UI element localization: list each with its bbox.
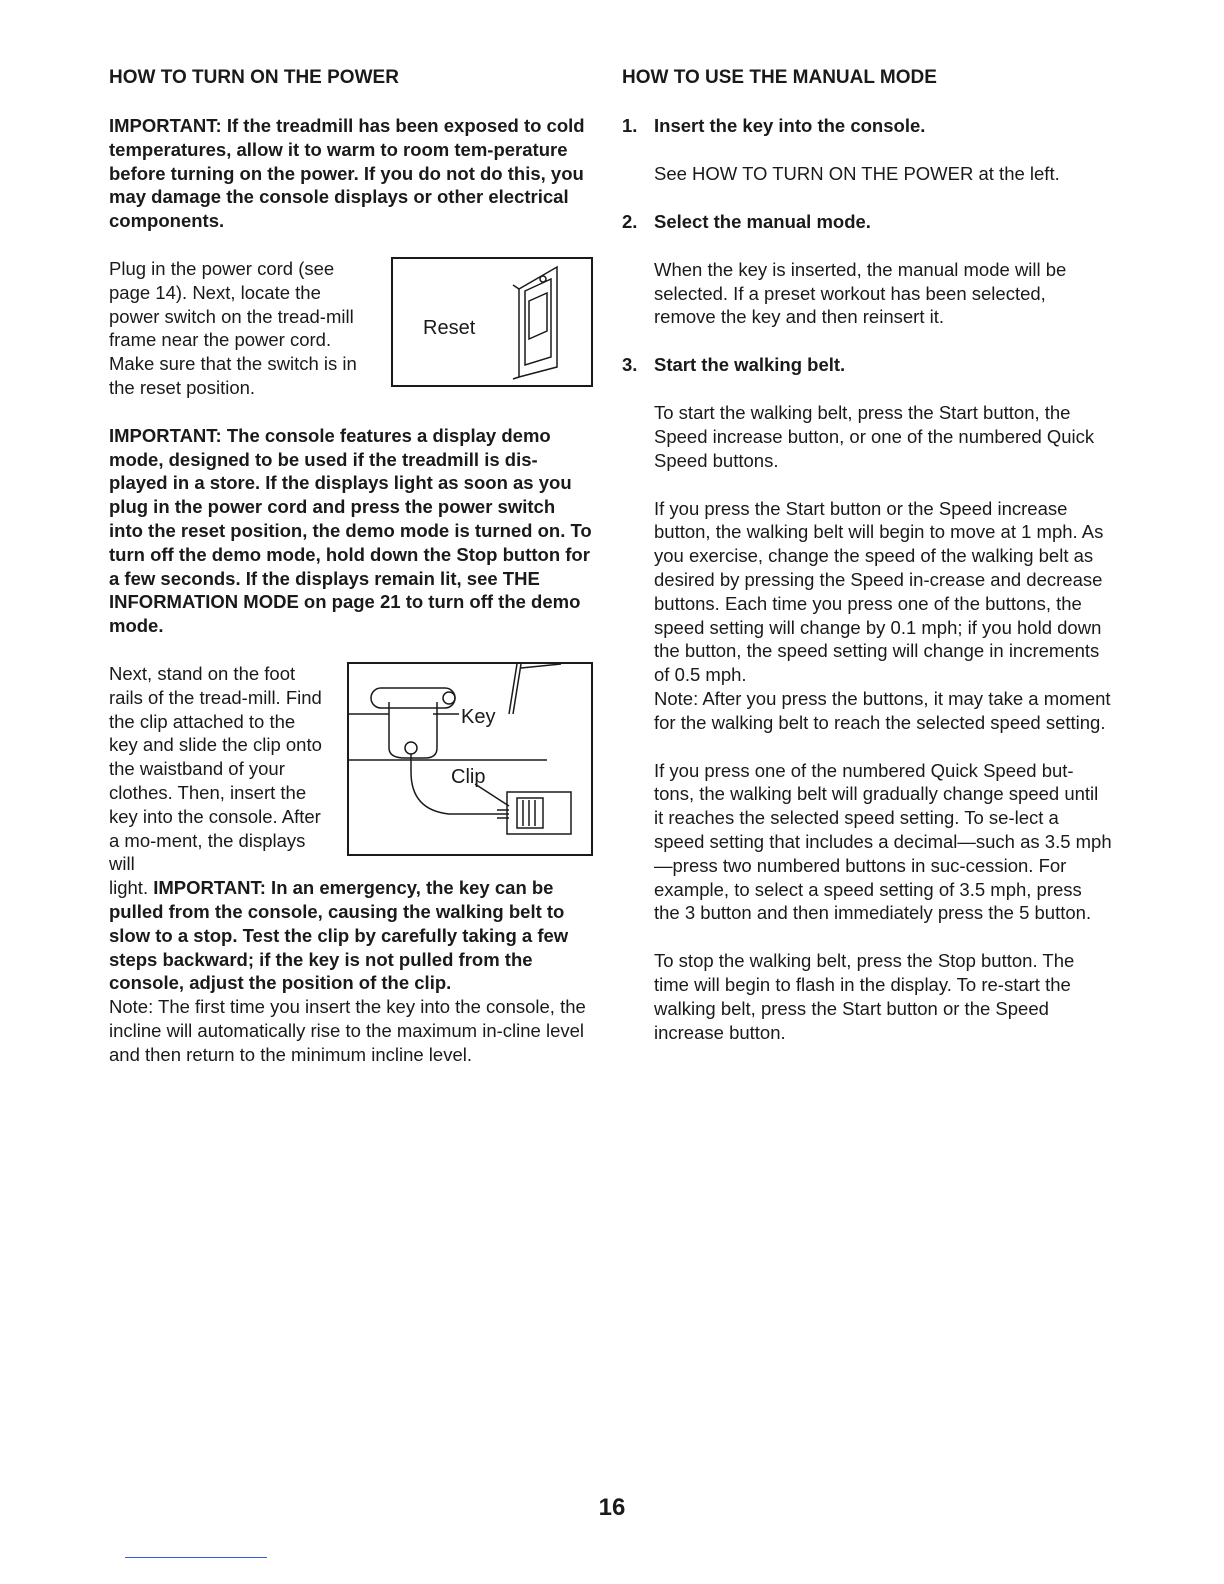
step-3-start-text: To start the walking belt, press the Start button, the Speed increase button, or one of the numbered Quick Speed buttons. [654, 402, 1095, 471]
power-switch-illustration [393, 259, 591, 385]
step-3-title [622, 353, 1112, 377]
key-clip-section [109, 662, 593, 876]
clip-label: Clip [451, 765, 486, 788]
right-column [622, 66, 1112, 1068]
reset-label: Reset [423, 316, 476, 339]
step-3-number: 3. [622, 354, 638, 376]
step-3-quick-speed-text: If you press one of the numbered Quick Speed but-tons, the walking belt will gradually change speed until it reaches the selected speed setting. To se-lect a speed setting that includes a decimal—such as 3.5 mph—press two numbered buttons in suc-cession. For example, to select a speed setting of 3.5 mph, press the 3 button and then immediately press the 5 button. [654, 759, 1112, 924]
emergency-paragraph [109, 876, 593, 995]
plug-in-text: Plug in the power cord (see page 14). Next, locate the power switch on the tread-mill frame near the power cord. Make sure that the switch is in the reset position. [109, 257, 357, 398]
power-heading: HOW TO TURN ON THE POWER [109, 67, 399, 88]
light-text: light. [109, 877, 149, 899]
key-clip-illustration [349, 664, 591, 854]
step-2-label: Select the manual mode. [654, 210, 871, 232]
bottom-rule [125, 1557, 267, 1558]
step-2-body: When the key is inserted, the manual mode will be selected. If a preset workout has been selected, remove the key and then reinsert it. [654, 258, 1067, 328]
power-switch-section [109, 257, 593, 400]
key-label: Key [461, 705, 496, 728]
step-2-number: 2. [622, 210, 638, 232]
step-3-label: Start the walking belt. [654, 354, 846, 376]
manual-mode-heading: HOW TO USE THE MANUAL MODE [622, 67, 937, 88]
demo-mode-warning: IMPORTANT: The console features a display demo mode, designed to be used if the treadmill is dis-played in a store. If the displays light as soon as you plug in the power cord and press the power switch into the reset position, the demo mode is turned on. To turn off the demo mode, hold down the Stop button for a few seconds. If the displays remain lit, see THE INFORMATION MODE on page 21 to turn off the demo mode. [109, 424, 592, 637]
step-1-number: 1. [622, 115, 638, 136]
key-clip-figure [347, 662, 593, 856]
reset-switch-figure [391, 257, 593, 387]
step-2-title [622, 210, 1112, 234]
step-1-label: Insert the key into the console. [654, 115, 926, 136]
incline-note: Note: The first time you insert the key into the console, the incline will automatically rise to the maximum in-cline level and then return to the minimum incline level. [109, 996, 586, 1065]
emergency-warning: IMPORTANT: In an emergency, the key can be pulled from the console, causing the walking belt to slow to a stop. Test the clip by carefully taking a few steps backward; if the key is not pulled from the console, adjust the position of the clip. [109, 877, 569, 994]
step-1-body: See HOW TO TURN ON THE POWER at the left. [654, 163, 1060, 184]
step-3-speed-text: If you press the Start button or the Speed increase button, the walking belt will begin to move at 1 mph. As you exercise, change the speed of the walking belt as desired by pressing the Speed in-crease and decrease buttons. Each time you press one of the buttons, the speed setting will change by 0.1 mph; if you hold down the button, the speed setting will change in increments of 0.5 mph. [654, 497, 1104, 686]
left-column [109, 66, 593, 1066]
stand-on-rails-text: Next, stand on the foot rails of the tread-mill. Find the clip attached to the key and slide the clip onto the waistband of your clothes. Then, insert the key into the console. After a mo-ment, the displays will [109, 662, 322, 875]
cold-warning: IMPORTANT: If the treadmill has been exposed to cold temperatures, allow it to warm to room tem-perature before turning on the power. If you do not do this, you may damage the console displays or other electrical components. [109, 115, 585, 232]
step-3-note: Note: After you press the buttons, it may take a moment for the walking belt to reach the selected speed setting. [654, 687, 1111, 733]
step-3-stop-text: To stop the walking belt, press the Stop button. The time will begin to flash in the display. To re-start the walking belt, press the Start button or the Speed increase button. [654, 950, 1075, 1043]
step-1-title [622, 114, 1112, 138]
page-number: 16 [598, 1494, 626, 1521]
